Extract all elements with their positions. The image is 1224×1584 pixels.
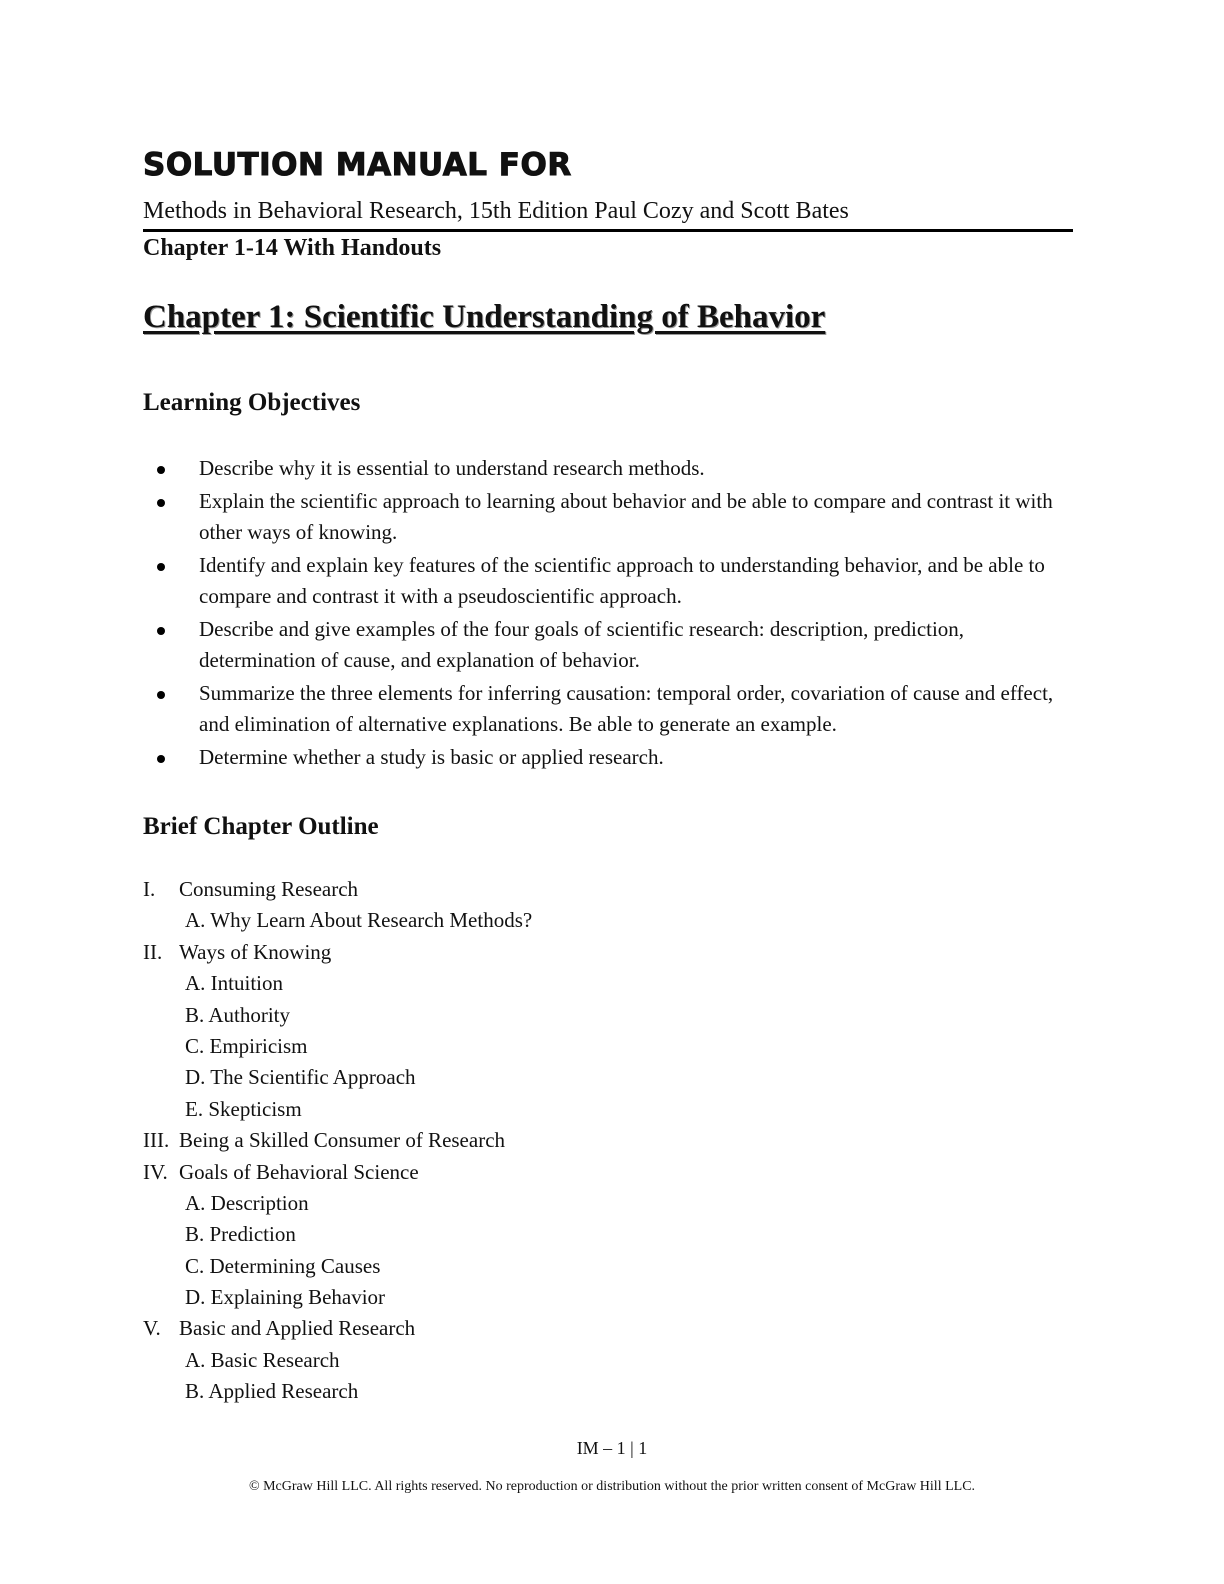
objective-item	[143, 678, 1073, 740]
outline-section	[143, 1125, 1043, 1156]
banner-title: SOLUTION MANUAL FOR	[143, 147, 572, 183]
bullet-icon	[157, 466, 165, 474]
outline-subsection: E. Skepticism	[185, 1096, 302, 1121]
outline-section	[143, 937, 1043, 968]
objective-text: Determine whether a study is basic or applied research.	[199, 745, 664, 769]
outline-subsection: D. Explaining Behavior	[185, 1285, 386, 1310]
objective-item	[143, 614, 1073, 676]
outline-numeral: I.	[143, 877, 156, 901]
objective-item	[143, 550, 1073, 612]
handouts-line: Chapter 1-14 With Handouts	[143, 235, 442, 261]
outline-subsection: C. Determining Causes	[185, 1253, 381, 1278]
copyright-notice: © McGraw Hill LLC. All rights reserved. No reproduction or distribution without the prior written consent of McGraw Hill LLC.	[248, 1479, 976, 1494]
book-subtitle: Methods in Behavioral Research, 15th Edition Paul Cozy and Scott Bates	[143, 198, 849, 224]
objective-item	[143, 486, 1073, 548]
outline-subsection: A. Basic Research	[185, 1347, 340, 1372]
outline-section	[143, 1313, 1043, 1344]
header-divider	[143, 229, 1073, 232]
outline-section-title: Ways of Knowing	[179, 939, 332, 964]
objective-text: Describe why it is essential to understand research methods.	[199, 456, 705, 480]
outline-numeral: III.	[143, 1128, 170, 1153]
objective-item	[143, 453, 1073, 484]
bullet-icon	[157, 755, 165, 763]
objective-text: Explain the scientific approach to learning about behavior and be able to compare and contrast it with other ways of knowing.	[199, 489, 1053, 544]
outline-subsection: C. Empiricism	[185, 1033, 308, 1058]
bullet-icon	[157, 627, 165, 635]
outline-subsection: A. Description	[185, 1190, 309, 1215]
outline-numeral: V.	[143, 1316, 161, 1341]
bullet-icon	[157, 499, 165, 507]
learning-objectives-list	[143, 453, 1073, 775]
objective-text: Describe and give examples of the four goals of scientific research: description, prediction, determination of cause, and explanation of behavior.	[199, 617, 965, 672]
outline-subsection: B. Applied Research	[185, 1379, 359, 1404]
outline-numeral: IV.	[143, 1159, 168, 1184]
chapter-outline-heading: Brief Chapter Outline	[143, 813, 379, 840]
page-number: IM – 1 | 1	[576, 1438, 648, 1458]
outline-numeral: II.	[143, 939, 163, 964]
outline-subsection: D. The Scientific Approach	[185, 1065, 416, 1090]
outline-section	[143, 1157, 1043, 1188]
outline-subsection: B. Authority	[185, 1002, 291, 1027]
bullet-icon	[157, 563, 165, 571]
objective-text: Identify and explain key features of the scientific approach to understanding behavior, and be able to compare and contrast it with a pseudoscientific approach.	[199, 553, 1045, 608]
chapter-outline	[143, 874, 1043, 1408]
outline-section	[143, 874, 1043, 905]
outline-section-title: Basic and Applied Research	[179, 1316, 416, 1341]
objective-item	[143, 742, 1073, 773]
outline-section-title: Being a Skilled Consumer of Research	[179, 1128, 506, 1153]
learning-objectives-heading: Learning Objectives	[143, 389, 361, 416]
outline-subsection: A. Intuition	[185, 971, 283, 996]
bullet-icon	[157, 691, 165, 699]
outline-section-title: Goals of Behavioral Science	[179, 1159, 419, 1184]
chapter-title: Chapter 1: Scientific Understanding of Behavior	[143, 299, 826, 335]
outline-subsection: B. Prediction	[185, 1222, 296, 1247]
objective-text: Summarize the three elements for inferring causation: temporal order, covariation of cause and effect, and elimination of alternative explanations. Be able to generate an example.	[199, 681, 1054, 736]
outline-subsection: A. Why Learn About Research Methods?	[185, 908, 533, 933]
outline-section-title: Consuming Research	[179, 877, 359, 901]
